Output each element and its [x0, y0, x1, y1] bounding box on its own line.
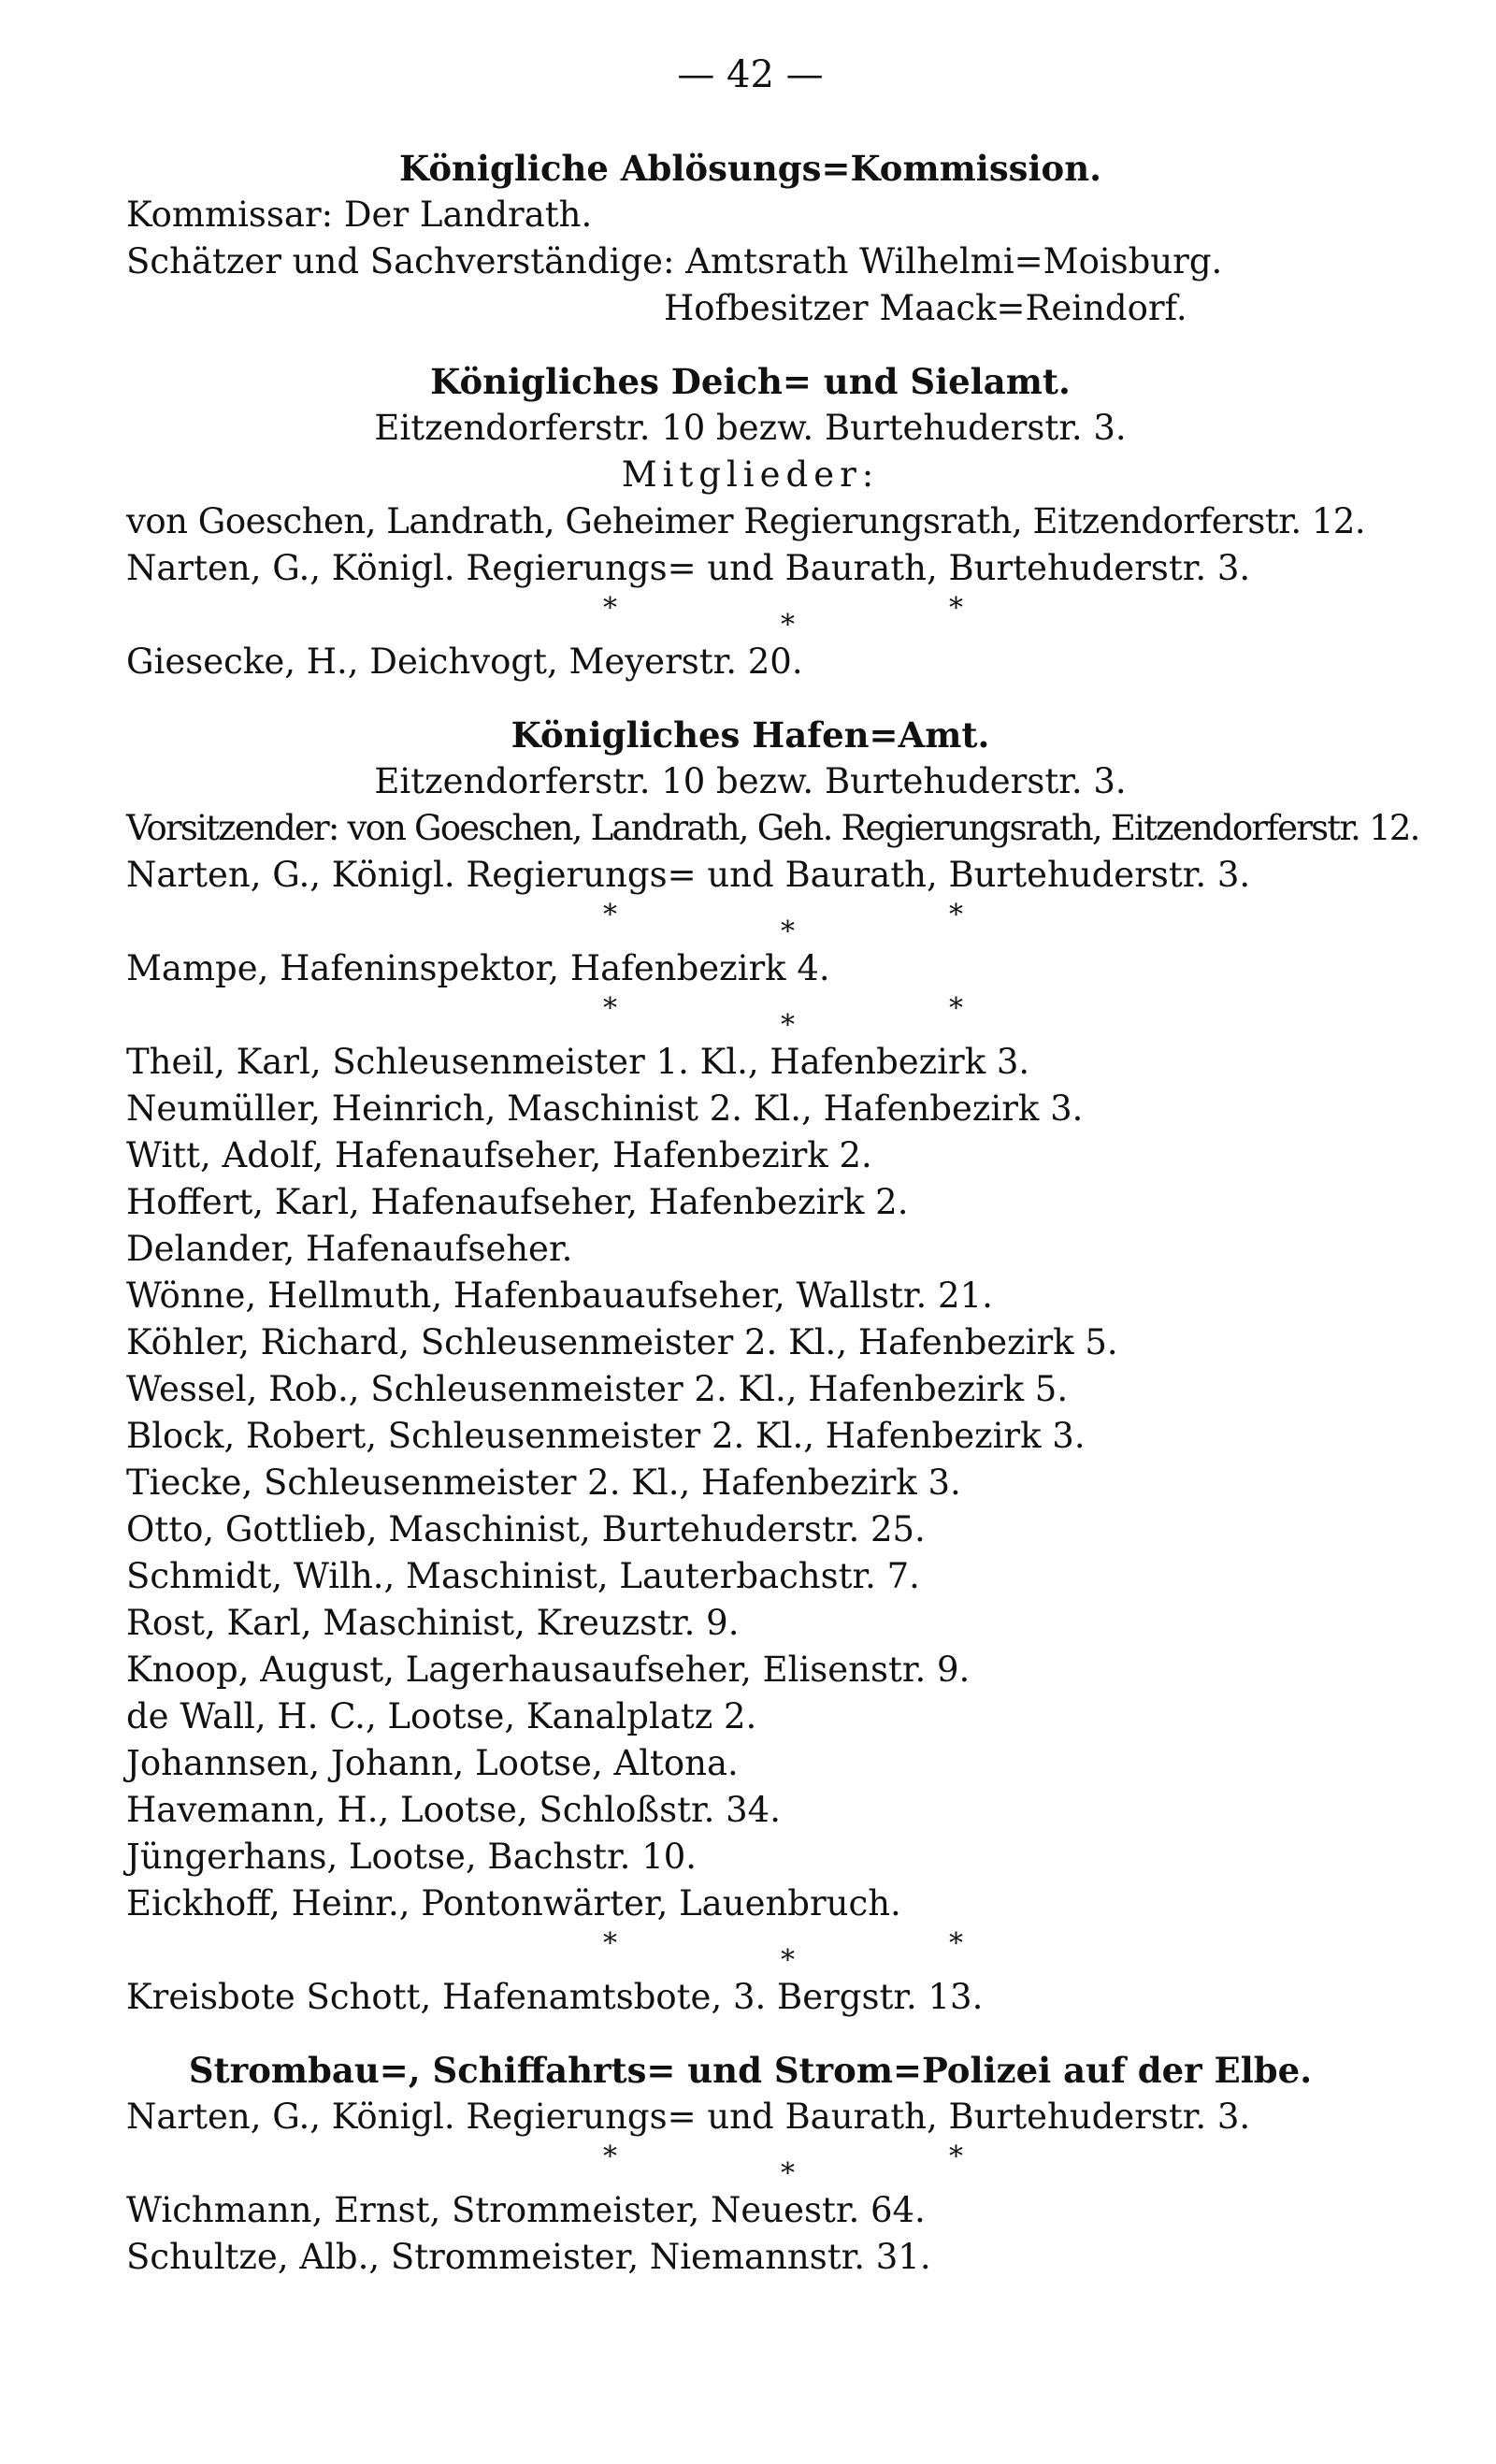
text-line: Eickhoff, Heinr., Pontonwärter, Lauenbruch. [126, 1883, 901, 1924]
text-line: Narten, G., Königl. Regierungs= und Baurath, Burtehuderstr. 3. [126, 548, 1251, 588]
text-line: Wichmann, Ernst, Strommeister, Neuestr. 64. [126, 2190, 926, 2230]
text-line: Havemann, H., Lootse, Schloßstr. 34. [126, 1790, 781, 1830]
page-number: — 42 — [677, 53, 824, 96]
text-line: Kreisbote Schott, Hafenamtsbote, 3. Bergstr. 13. [126, 1977, 984, 2017]
star: * [603, 592, 617, 625]
text-line: Mampe, Hafeninspektor, Hafenbezirk 4. [126, 948, 830, 988]
star: * [603, 2140, 617, 2173]
star: * [949, 592, 963, 625]
text-line: Delander, Hafenaufseher. [126, 1229, 573, 1269]
text-line: Jüngerhans, Lootse, Bachstr. 10. [126, 1837, 698, 1877]
star-separator [126, 899, 1440, 948]
star: * [781, 609, 795, 641]
section-title-deich: Königliches Deich= und Sielamt. [430, 361, 1071, 402]
section-address: Eitzendorferstr. 10 bezw. Burtehuderstr. 3. [374, 761, 1127, 801]
text-line: Wessel, Rob., Schleusenmeister 2. Kl., Hafenbezirk 5. [126, 1369, 1069, 1409]
text-line: Witt, Adolf, Hafenaufseher, Hafenbezirk 2. [126, 1135, 872, 1175]
text-line: Otto, Gottlieb, Maschinist, Burtehuderstr. 25. [126, 1509, 926, 1549]
text-line: Neumüller, Heinrich, Maschinist 2. Kl., Hafenbezirk 3. [126, 1088, 1084, 1129]
star: * [603, 899, 617, 931]
text-line: Wönne, Hellmuth, Hafenbauaufseher, Wallstr. 21. [126, 1275, 993, 1316]
star: * [949, 2140, 963, 2173]
star: * [603, 1927, 617, 1960]
text-line: Johannsen, Johann, Lootse, Altona. [126, 1743, 739, 1783]
text-line: Block, Robert, Schleusenmeister 2. Kl., Hafenbezirk 3. [126, 1416, 1086, 1456]
star: * [781, 2157, 795, 2190]
text-line: Schätzer und Sachverständige: Amtsrath Wilhelmi=Moisburg. [126, 241, 1223, 281]
star: * [781, 1944, 795, 1977]
star: * [603, 992, 617, 1025]
text-line: Kommissar: Der Landrath. [126, 195, 593, 235]
star-separator [126, 592, 1440, 639]
star: * [949, 992, 963, 1025]
text-line: Vorsitzender: von Goeschen, Landrath, Geh. Regierungsrath, Eitzendorferstr. 12. [126, 808, 1419, 848]
text-line: Narten, G., Königl. Regierungs= und Baurath, Burtehuderstr. 3. [126, 2097, 1251, 2137]
text-line: Köhler, Richard, Schleusenmeister 2. Kl., Hafenbezirk 5. [126, 1322, 1118, 1362]
text-line: Theil, Karl, Schleusenmeister 1. Kl., Hafenbezirk 3. [126, 1042, 1030, 1082]
text-line: Hofbesitzer Maack=Reindorf. [664, 288, 1187, 328]
star: * [781, 1009, 795, 1042]
section-subtitle: Mitglieder: [621, 454, 880, 495]
star: * [949, 1927, 963, 1960]
text-line: Narten, G., Königl. Regierungs= und Baurath, Burtehuderstr. 3. [126, 855, 1251, 895]
text-line: Rost, Karl, Maschinist, Kreuzstr. 9. [126, 1603, 740, 1643]
text-line: Knoop, August, Lagerhausaufseher, Elisenstr. 9. [126, 1650, 971, 1690]
text-line: de Wall, H. C., Lootse, Kanalplatz 2. [126, 1696, 757, 1736]
star-separator [126, 992, 1440, 1042]
text-line: Giesecke, H., Deichvogt, Meyerstr. 20. [126, 641, 803, 682]
section-title-strom: Strombau=, Schiffahrts= und Strom=Polizei auf der Elbe. [188, 2050, 1313, 2091]
text-line: von Goeschen, Landrath, Geheimer Regierungsrath, Eitzendorferstr. 12. [126, 501, 1366, 541]
star-separator [126, 1927, 1440, 1977]
star-separator [126, 2140, 1440, 2190]
section-title-abloesung: Königliche Ablösungs=Kommission. [398, 148, 1102, 189]
section-title-hafen: Königliches Hafen=Amt. [511, 714, 990, 756]
text-line: Hoffert, Karl, Hafenaufseher, Hafenbezirk 2. [126, 1182, 909, 1222]
star: * [949, 899, 963, 931]
text-line: Tiecke, Schleusenmeister 2. Kl., Hafenbezirk 3. [126, 1463, 961, 1503]
star: * [781, 915, 795, 948]
section-address: Eitzendorferstr. 10 bezw. Burtehuderstr. 3. [374, 408, 1127, 448]
text-line: Schmidt, Wilh., Maschinist, Lauterbachstr. 7. [126, 1556, 920, 1596]
text-line: Schultze, Alb., Strommeister, Niemannstr. 31. [126, 2237, 931, 2277]
